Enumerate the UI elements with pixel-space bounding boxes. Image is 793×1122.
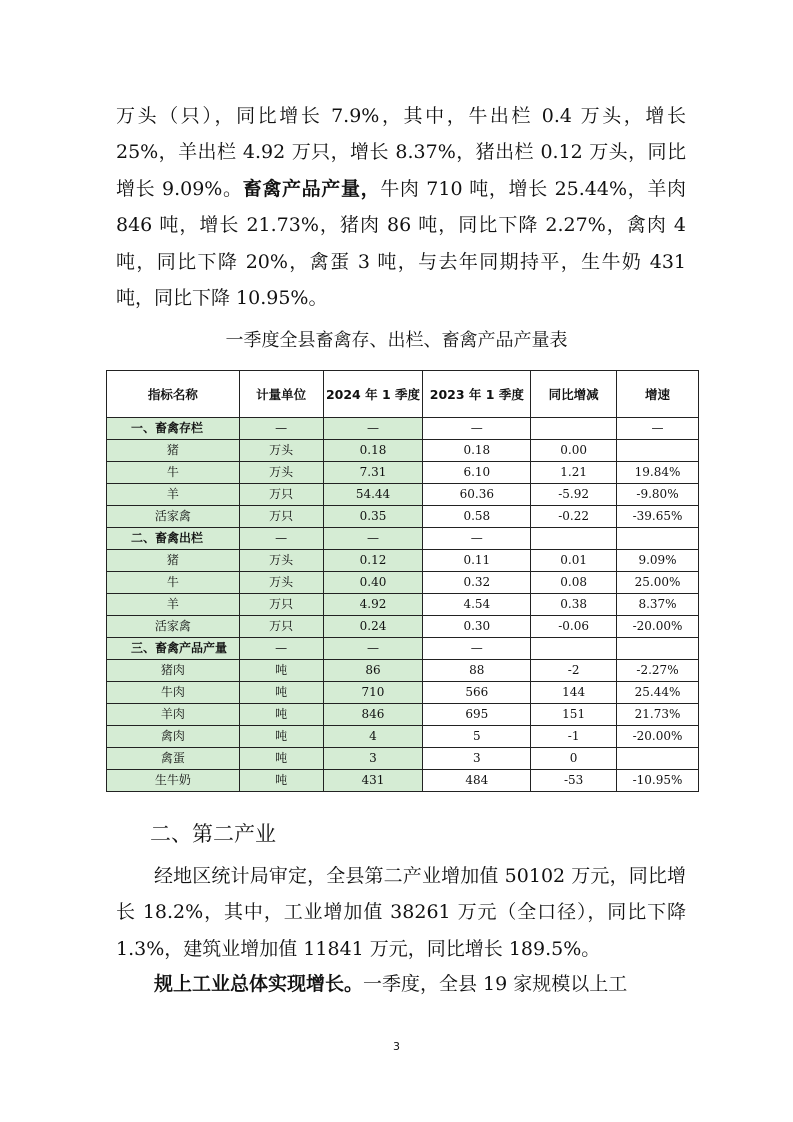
table-cell-name: 牛肉 <box>107 682 240 704</box>
table-cell-y2023: — <box>423 418 531 440</box>
section-paragraph-2 <box>116 966 686 1002</box>
table-cell-y2024: 4 <box>323 726 423 748</box>
livestock-table <box>106 370 699 792</box>
table-row <box>107 616 699 638</box>
table-cell-y2023: — <box>423 638 531 660</box>
table-cell-unit: 万头 <box>239 550 323 572</box>
intro-text-2: 牛肉 710 吨，增长 25.44%，羊肉 846 吨，增长 21.73%，猪肉 86 吨，同比下降 2.27%，禽肉 4 吨，同比下降 20%，禽蛋 3 吨，与去年同期持平，生牛奶 431 吨，同比下降 10.95%。 <box>116 177 686 310</box>
table-cell-unit: 万头 <box>239 462 323 484</box>
table-cell-rate: — <box>617 418 699 440</box>
table-cell-y2024: 3 <box>323 748 423 770</box>
table-row <box>107 506 699 528</box>
table-cell-change: -0.22 <box>531 506 617 528</box>
table-cell-change: 0.01 <box>531 550 617 572</box>
table-cell-rate <box>617 748 699 770</box>
table-cell-y2023: 0.58 <box>423 506 531 528</box>
table-cell-y2024: 4.92 <box>323 594 423 616</box>
table-cell-unit: — <box>239 418 323 440</box>
table-cell-y2024: 0.24 <box>323 616 423 638</box>
table-cell-name: 羊肉 <box>107 704 240 726</box>
table-cell-change: 0.08 <box>531 572 617 594</box>
table-row <box>107 550 699 572</box>
section-paragraph-1: 经地区统计局审定，全县第二产业增加值 50102 万元，同比增长 18.2%，其中，工业增加值 38261 万元（全口径），同比下降 1.3%，建筑业增加值 11841 万元，同比增长 189.5%。 <box>116 865 686 960</box>
table-cell-y2023: 88 <box>423 660 531 682</box>
table-cell-change: -5.92 <box>531 484 617 506</box>
table-row <box>107 726 699 748</box>
table-row <box>107 440 699 462</box>
table-cell-change: 144 <box>531 682 617 704</box>
table-cell-unit: 万只 <box>239 594 323 616</box>
table-cell-unit: 万头 <box>239 440 323 462</box>
table-cell-rate: -20.00% <box>617 726 699 748</box>
table-cell-change <box>531 418 617 440</box>
table-cell-y2023: 4.54 <box>423 594 531 616</box>
table-row <box>107 572 699 594</box>
table-cell-unit: 吨 <box>239 748 323 770</box>
table-cell-name: 羊 <box>107 484 240 506</box>
header-2024: 2024 年 1 季度 <box>323 371 423 418</box>
table-cell-rate: -20.00% <box>617 616 699 638</box>
table-cell-unit: 吨 <box>239 660 323 682</box>
table-cell-y2023: 695 <box>423 704 531 726</box>
table-cell-rate <box>617 528 699 550</box>
table-row <box>107 638 699 660</box>
table-cell-change: 1.21 <box>531 462 617 484</box>
table-cell-y2024: 86 <box>323 660 423 682</box>
table-cell-unit: — <box>239 638 323 660</box>
table-cell-unit: 万只 <box>239 506 323 528</box>
table-cell-rate: 19.84% <box>617 462 699 484</box>
header-rate: 增速 <box>617 371 699 418</box>
table-cell-change <box>531 638 617 660</box>
table-row <box>107 748 699 770</box>
table-cell-y2024: 54.44 <box>323 484 423 506</box>
table-cell-unit: 万只 <box>239 484 323 506</box>
table-cell-y2023: 5 <box>423 726 531 748</box>
table-cell-y2023: 0.11 <box>423 550 531 572</box>
table-row <box>107 594 699 616</box>
table-cell-rate: 25.00% <box>617 572 699 594</box>
page-number: 3 <box>393 1040 400 1053</box>
table-cell-change: -53 <box>531 770 617 792</box>
table-cell-y2024: 431 <box>323 770 423 792</box>
table-cell-name: 羊 <box>107 594 240 616</box>
table-header-row <box>107 371 699 418</box>
table-cell-rate <box>617 638 699 660</box>
section-paragraph-2-text: 一季度，全县 19 家规模以上工 <box>363 973 628 995</box>
table-cell-name: 三、畜禽产品产量 <box>107 638 240 660</box>
table-cell-name: 生牛奶 <box>107 770 240 792</box>
header-unit: 计量单位 <box>239 371 323 418</box>
table-cell-name: 猪肉 <box>107 660 240 682</box>
table-cell-y2023: 484 <box>423 770 531 792</box>
table-cell-name: 禽蛋 <box>107 748 240 770</box>
table-cell-change: 151 <box>531 704 617 726</box>
table-cell-rate: -2.27% <box>617 660 699 682</box>
table-cell-y2023: 60.36 <box>423 484 531 506</box>
table-cell-name: 活家禽 <box>107 616 240 638</box>
table-cell-y2023: 0.32 <box>423 572 531 594</box>
table-cell-name: 牛 <box>107 572 240 594</box>
table-cell-y2023: 0.30 <box>423 616 531 638</box>
table-row <box>107 660 699 682</box>
table-cell-change: 0.38 <box>531 594 617 616</box>
table-cell-change: -1 <box>531 726 617 748</box>
table-cell-unit: 万头 <box>239 572 323 594</box>
table-cell-y2024: 0.40 <box>323 572 423 594</box>
table-cell-name: 禽肉 <box>107 726 240 748</box>
table-cell-name: 猪 <box>107 440 240 462</box>
table-row <box>107 462 699 484</box>
table-row <box>107 484 699 506</box>
table-row <box>107 770 699 792</box>
table-cell-y2024: — <box>323 418 423 440</box>
table-cell-rate: -9.80% <box>617 484 699 506</box>
header-2023: 2023 年 1 季度 <box>423 371 531 418</box>
section-heading: 二、第二产业 <box>150 822 276 846</box>
table-cell-rate: 25.44% <box>617 682 699 704</box>
intro-paragraph <box>116 98 686 316</box>
header-name: 指标名称 <box>107 371 240 418</box>
table-cell-y2024: 846 <box>323 704 423 726</box>
section-paragraph-2-bold: 规上工业总体实现增长。 <box>154 973 364 995</box>
table-cell-rate: 8.37% <box>617 594 699 616</box>
table-cell-y2024: 710 <box>323 682 423 704</box>
table-cell-change: -0.06 <box>531 616 617 638</box>
table-cell-rate: 9.09% <box>617 550 699 572</box>
table-cell-y2024: — <box>323 638 423 660</box>
table-cell-y2023: 3 <box>423 748 531 770</box>
table-cell-unit: 万只 <box>239 616 323 638</box>
table-cell-y2023: — <box>423 528 531 550</box>
table-cell-name: 一、畜禽存栏 <box>107 418 240 440</box>
table-cell-change <box>531 528 617 550</box>
table-cell-y2024: 0.18 <box>323 440 423 462</box>
table-cell-y2024: — <box>323 528 423 550</box>
intro-bold: 畜禽产品产量， <box>242 177 381 200</box>
table-cell-name: 二、畜禽出栏 <box>107 528 240 550</box>
table-cell-unit: — <box>239 528 323 550</box>
table-cell-unit: 吨 <box>239 770 323 792</box>
table-cell-unit: 吨 <box>239 704 323 726</box>
table-cell-name: 牛 <box>107 462 240 484</box>
table-cell-y2023: 566 <box>423 682 531 704</box>
table-cell-unit: 吨 <box>239 726 323 748</box>
table-cell-name: 猪 <box>107 550 240 572</box>
table-cell-y2023: 0.18 <box>423 440 531 462</box>
intro-text-1: 万头（只），同比增长 7.9%，其中，牛出栏 0.4 万头，增长 25%，羊出栏 4.92 万只，增长 8.37%，猪出栏 0.12 万头，同比增长 9.09%。 <box>116 105 686 200</box>
header-change: 同比增减 <box>531 371 617 418</box>
table-row <box>107 528 699 550</box>
table-cell-y2023: 6.10 <box>423 462 531 484</box>
table-cell-y2024: 0.35 <box>323 506 423 528</box>
table-row <box>107 704 699 726</box>
table-row <box>107 682 699 704</box>
table-cell-change: 0 <box>531 748 617 770</box>
table-cell-y2024: 0.12 <box>323 550 423 572</box>
table-cell-rate <box>617 440 699 462</box>
table-cell-rate: -39.65% <box>617 506 699 528</box>
table-cell-rate: 21.73% <box>617 704 699 726</box>
table-cell-unit: 吨 <box>239 682 323 704</box>
table-cell-rate: -10.95% <box>617 770 699 792</box>
table-title: 一季度全县畜禽存、出栏、畜禽产品产量表 <box>225 330 568 351</box>
table-cell-change: 0.00 <box>531 440 617 462</box>
table-cell-change: -2 <box>531 660 617 682</box>
table-cell-y2024: 7.31 <box>323 462 423 484</box>
table-cell-name: 活家禽 <box>107 506 240 528</box>
table-row <box>107 418 699 440</box>
